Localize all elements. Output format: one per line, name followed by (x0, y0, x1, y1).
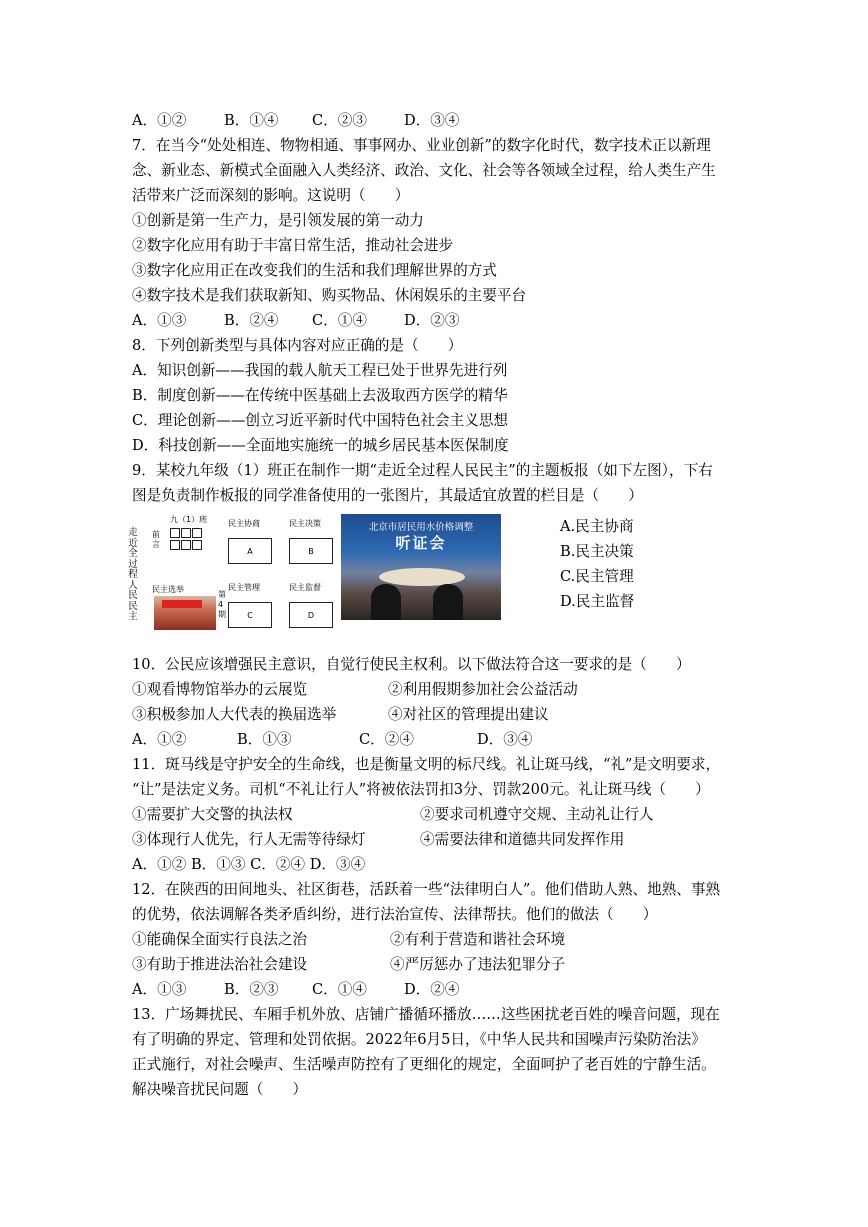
question-8 (132, 333, 740, 458)
q7-stem-line: 念、新业态、新模式全面融入人类经济、政治、文化、社会等各领域全过程，给人类生产生 (132, 162, 716, 179)
q9-stem-line: 图是负责制作板报的同学准备使用的一张图片，其最适宜放置的栏目是（ ） (132, 487, 643, 504)
q7-stem-line: 7．在当今“处处相连、物物相通、事事网办、业业创新”的数字化时代，数字技术正以新理 (132, 137, 711, 154)
option-a: A．①② (132, 112, 187, 129)
option-b: B.民主决策 (560, 543, 634, 560)
preface-label: 前言 (152, 530, 160, 549)
statement-4: ④严厉惩办了违法犯罪分子 (390, 956, 566, 973)
hearing-photo (341, 514, 501, 620)
q10-options (132, 727, 740, 752)
q12-options (132, 977, 740, 1002)
statement-4: ④需要法律和道德共同发挥作用 (420, 831, 625, 848)
q13-stem-line: 正式施行，对社会噪声、生活噪声防控有了更细化的规定，全面呵护了老百姓的宁静生活。 (132, 1056, 716, 1073)
election-photo-label: 民主选举 (152, 585, 184, 594)
statement-3: ③有助于推进法治社会建设 (132, 956, 308, 973)
question-11 (132, 752, 740, 877)
option-a: A．①② (132, 731, 187, 748)
option-a: A.民主协商 (560, 518, 634, 535)
exam-page (128, 108, 740, 1102)
q12-statements (132, 952, 740, 977)
q9-stem-line: 9．某校九年级（1）班正在制作一期“走近全过程人民民主”的主题板报（如下左图），下右 (132, 462, 713, 479)
column-title-a: 民主协商 (228, 519, 260, 528)
q12-statements (132, 927, 740, 952)
preface-grid (170, 528, 201, 550)
statement-4: ④对社区的管理提出建议 (388, 706, 549, 723)
option-b: B．②④ (224, 312, 279, 329)
q9-figure (128, 514, 740, 644)
option-c: C．①④ (312, 981, 367, 998)
question-13 (132, 1002, 740, 1102)
q7-statement: ③数字化应用正在改变我们的生活和我们理解世界的方式 (132, 262, 497, 279)
q6-options (132, 108, 740, 133)
option-c: C．②③ (312, 112, 367, 129)
option-a: A．①③ (132, 312, 187, 329)
option-a: A．①③ (132, 981, 187, 998)
q8-option-b: B．制度创新——在传统中医基础上去汲取西方医学的精华 (132, 387, 508, 404)
option-d: D．②③ (404, 312, 460, 329)
column-title-c: 民主管理 (228, 583, 260, 592)
statement-3: ③积极参加人大代表的换届选举 (132, 706, 337, 723)
q7-stem-line: 活带来广泛而深刻的影响。这说明（ ） (132, 187, 410, 204)
option-d: D.民主监督 (560, 593, 635, 610)
statement-2: ②利用假期参加社会公益活动 (388, 681, 578, 698)
statement-1: ①需要扩大交警的执法权 (132, 806, 293, 823)
q7-statement: ④数字技术是我们获取新知、购买物品、休闲娱乐的主要平台 (132, 287, 527, 304)
q12-stem-line: 12．在陕西的田间地头、社区街巷，活跃着一些“法律明白人”。他们借助人熟、地熟、事熟 (132, 881, 721, 898)
slot-a: A (228, 538, 272, 564)
option-b: B．②③ (224, 981, 279, 998)
q7-options (132, 308, 740, 333)
statement-2: ②要求司机遵守交规、主动礼让行人 (420, 806, 654, 823)
slot-b: B (289, 538, 333, 564)
question-7 (132, 133, 740, 333)
q11-stem-line: “让”是法定义务。司机“不礼让行人”将被依法罚扣3分、罚款200元。礼让斑马线（ ） (132, 781, 710, 798)
q8-stem: 8．下列创新类型与具体内容对应正确的是（ ） (132, 337, 463, 354)
q11-statements (132, 827, 740, 852)
option-c: C.民主管理 (560, 568, 634, 585)
issue-label: 第4期 (218, 590, 226, 619)
q11-statements (132, 802, 740, 827)
option-b: B．①④ (224, 112, 279, 129)
column-title-d: 民主监督 (289, 583, 321, 592)
q12-stem-line: 的优势，依法调解各类矛盾纠纷，进行法治宣传、法律帮扶。他们的做法（ ） (132, 906, 658, 923)
slot-d: D (289, 602, 333, 628)
q13-stem-line: 13．广场舞扰民、车厢手机外放、店铺广播循环播放……这些困扰老百姓的噪音问题，现在 (132, 1006, 720, 1023)
board-vertical-title: 走近全过程人民民主 (128, 527, 138, 622)
q11-options: A．①② B．①③ C．②④ D．③④ (132, 856, 366, 873)
q7-statement: ①创新是第一生产力，是引领发展的第一动力 (132, 212, 424, 229)
statement-1: ①观看博物馆举办的云展览 (132, 681, 308, 698)
option-b: B．①③ (237, 731, 292, 748)
hearing-banner-line1: 北京市居民用水价格调整 (368, 522, 474, 533)
q11-stem-line: 11．斑马线是守护安全的生命线，也是衡量文明的标尺线。礼让斑马线，“礼”是文明要求， (132, 756, 721, 773)
q8-option-d: D．科技创新——全面地实施统一的城乡居民基本医保制度 (132, 437, 509, 454)
option-c: C．①④ (312, 312, 367, 329)
q10-stem: 10．公民应该增强民主意识，自觉行使民主权利。以下做法符合这一要求的是（ ） (132, 656, 691, 673)
column-title-b: 民主决策 (289, 519, 321, 528)
q10-statements (132, 702, 740, 727)
q7-statement: ②数字化应用有助于丰富日常生活，推动社会进步 (132, 237, 454, 254)
q8-option-a: A．知识创新——我国的载人航天工程已处于世界先进行列 (132, 362, 508, 379)
q13-stem-line: 解决噪音扰民问题（ ） (132, 1081, 308, 1098)
option-d: D．②④ (404, 981, 460, 998)
q9-options (560, 514, 634, 614)
hearing-banner-line2: 听证会 (395, 534, 447, 552)
question-10 (132, 652, 740, 752)
statement-3: ③体现行人优先，行人无需等待绿灯 (132, 831, 366, 848)
question-9 (128, 458, 740, 644)
class-label: 九（1）班 (170, 515, 208, 524)
slot-c: C (228, 602, 272, 628)
option-d: D．③④ (477, 731, 533, 748)
election-photo (154, 596, 216, 630)
q10-statements (132, 677, 740, 702)
question-12 (132, 877, 740, 1002)
statement-1: ①能确保全面实行良法之治 (132, 931, 308, 948)
blackboard-layout (128, 514, 337, 632)
q13-stem-line: 有了明确的界定、管理和处罚依据。2022年6月5日，《中华人民共和国噪声污染防治法》 (132, 1031, 706, 1048)
option-c: C．②④ (359, 731, 414, 748)
option-d: D．③④ (404, 112, 460, 129)
q8-option-c: C．理论创新——创立习近平新时代中国特色社会主义思想 (132, 412, 509, 429)
statement-2: ②有利于营造和谐社会环境 (390, 931, 566, 948)
